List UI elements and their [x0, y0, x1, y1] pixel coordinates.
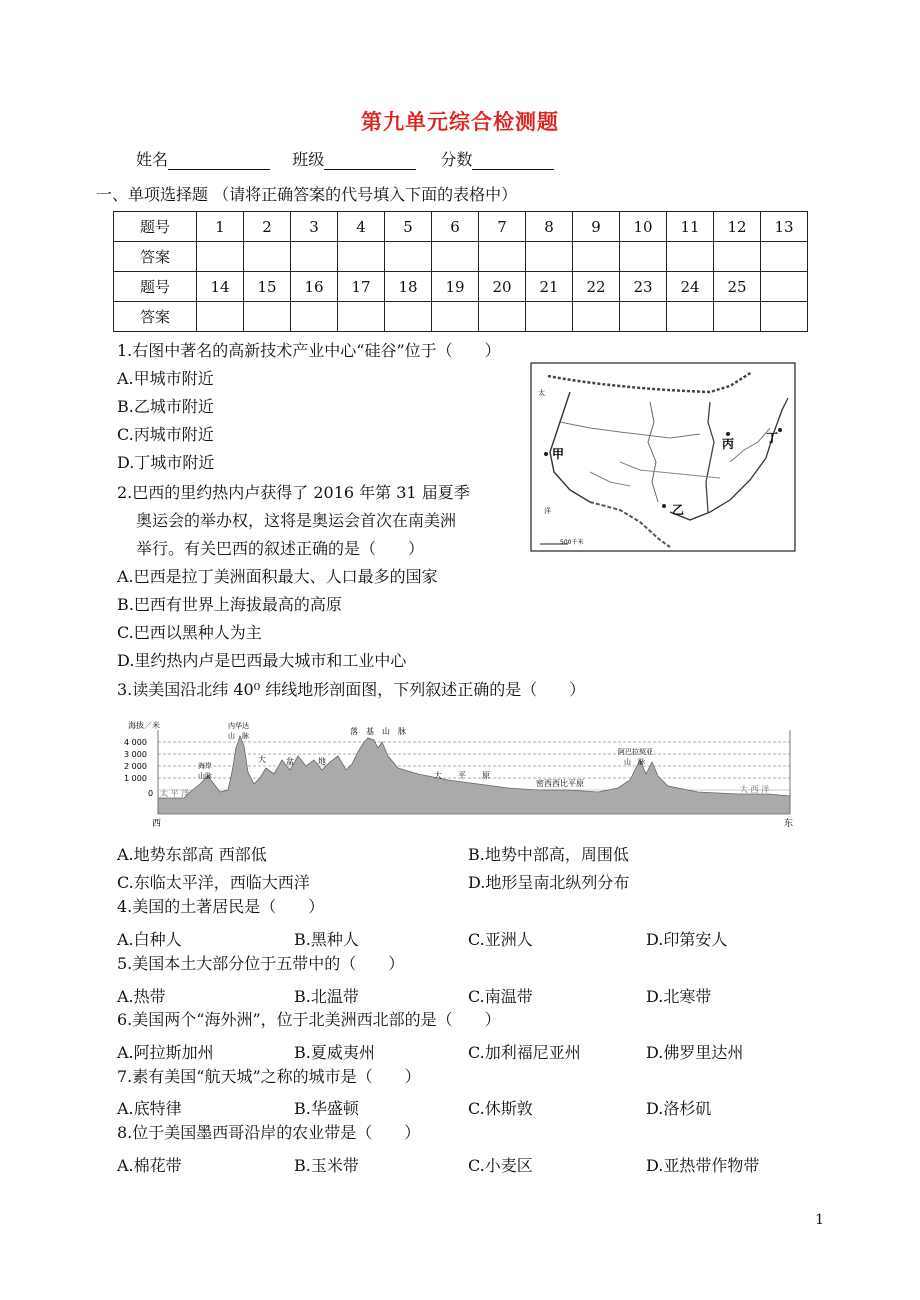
q8-option-a[interactable]: A.棉花带: [117, 1156, 182, 1175]
map-ocean-label-top: 太: [538, 389, 545, 397]
q7-option-c[interactable]: C.休斯敦: [468, 1099, 533, 1118]
table-cell: 3: [291, 212, 338, 242]
q6-option-d[interactable]: D.佛罗里达州: [646, 1043, 744, 1062]
name-label: 姓名: [136, 150, 169, 169]
table-cell: 24: [667, 272, 714, 302]
answer-cell[interactable]: [479, 302, 526, 332]
table-cell: 14: [197, 272, 244, 302]
table-cell: 19: [432, 272, 479, 302]
map-scale: 500千米: [560, 539, 584, 546]
q2-option-a[interactable]: A.巴西是拉丁美洲面积最大、人口最多的国家: [117, 567, 438, 586]
table-cell: 23: [620, 272, 667, 302]
profile-nevada-label: 内华达: [228, 722, 249, 730]
answer-cell[interactable]: [291, 302, 338, 332]
q6-option-c[interactable]: C.加利福尼亚州: [468, 1043, 581, 1062]
q2-stem-line1: 2.巴西的里约热内卢获得了 2016 年第 31 届夏季: [117, 483, 470, 502]
table-cell: 21: [526, 272, 573, 302]
answer-cell[interactable]: [244, 242, 291, 272]
answer-cell[interactable]: [526, 302, 573, 332]
q2-option-b[interactable]: B.巴西有世界上海拔最高的高原: [117, 595, 342, 614]
q7-option-d[interactable]: D.洛杉矶: [646, 1099, 712, 1118]
q6-stem: 6.美国两个“海外洲”，位于北美洲西北部的是（ ）: [117, 1010, 501, 1029]
q8-option-c[interactable]: C.小麦区: [468, 1156, 533, 1175]
page-number: 1: [815, 1212, 824, 1228]
map-label-yi: 乙: [672, 503, 685, 517]
profile-ytick: 0: [148, 789, 154, 798]
class-label: 班级: [292, 150, 325, 169]
q2-stem-line3: 举行。有关巴西的叙述正确的是（ ）: [136, 539, 425, 558]
q2-option-d[interactable]: D.里约热内卢是巴西最大城市和工业中心: [117, 651, 407, 670]
answer-cell[interactable]: [432, 302, 479, 332]
profile-basin-label-1: 大: [258, 755, 266, 764]
page-title: 第九单元综合检测题: [361, 109, 559, 134]
q2-option-c[interactable]: C.巴西以黑种人为主: [117, 623, 262, 642]
answer-cell[interactable]: [573, 302, 620, 332]
table-cell: 1: [197, 212, 244, 242]
row-label: 题号: [114, 272, 197, 302]
table-cell: 11: [667, 212, 714, 242]
answer-cell[interactable]: [479, 242, 526, 272]
q5-stem: 5.美国本土大部分位于五带中的（ ）: [117, 954, 405, 973]
table-cell: 25: [714, 272, 761, 302]
class-blank[interactable]: [324, 152, 416, 170]
q5-option-c[interactable]: C.南温带: [468, 987, 533, 1006]
table-cell: 17: [338, 272, 385, 302]
profile-pacific-label: 太 平 洋: [160, 789, 190, 798]
q6-option-b[interactable]: B.夏威夷州: [294, 1043, 375, 1062]
table-row: [114, 212, 808, 242]
table-row: [114, 272, 808, 302]
q5-option-a[interactable]: A.热带: [117, 987, 166, 1006]
table-cell: 10: [620, 212, 667, 242]
q1-option-d[interactable]: D.丁城市附近: [117, 453, 215, 472]
score-label: 分数: [440, 150, 473, 169]
q4-option-b[interactable]: B.黑种人: [294, 930, 359, 949]
score-blank[interactable]: [472, 152, 554, 170]
profile-mississippi-label: 密西西比平原: [536, 779, 584, 788]
q7-option-a[interactable]: A.底特律: [117, 1099, 182, 1118]
q3-option-d[interactable]: D.地形呈南北纵列分布: [468, 873, 630, 892]
profile-ytick: 2 000: [124, 762, 147, 771]
profile-appalachian-label: 阿巴拉契亚: [618, 748, 653, 756]
answer-cell[interactable]: [714, 242, 761, 272]
q6-option-a[interactable]: A.阿拉斯加州: [117, 1043, 214, 1062]
q1-option-b[interactable]: B.乙城市附近: [117, 397, 214, 416]
student-info-row: [136, 147, 554, 170]
answer-cell[interactable]: [338, 302, 385, 332]
q4-option-d[interactable]: D.印第安人: [646, 930, 728, 949]
q1-stem: 1.右图中著名的高新技术产业中心“硅谷”位于（ ）: [117, 341, 501, 360]
table-cell: 22: [573, 272, 620, 302]
profile-appalachian-label2: 山 脉: [624, 758, 645, 766]
table-cell: 5: [385, 212, 432, 242]
q8-stem: 8.位于美国墨西哥沿岸的农业带是（ ）: [117, 1123, 421, 1142]
profile-east-label: 东: [784, 819, 794, 829]
usa-map: [530, 362, 796, 552]
table-cell: 18: [385, 272, 432, 302]
q1-option-c[interactable]: C.丙城市附近: [117, 425, 214, 444]
table-cell: 13: [761, 212, 808, 242]
row-label: 答案: [114, 242, 197, 272]
table-cell: 4: [338, 212, 385, 242]
profile-ytick: 4 000: [124, 738, 147, 747]
q7-option-b[interactable]: B.华盛顿: [294, 1099, 359, 1118]
table-cell: 7: [479, 212, 526, 242]
map-ocean-label-bottom: 洋: [544, 507, 551, 515]
profile-nevada-label2: 山 脉: [228, 732, 249, 740]
q2-stem-line2: 奥运会的举办权，这将是奥运会首次在南美洲: [136, 511, 457, 530]
answer-cell[interactable]: [432, 242, 479, 272]
answer-cell[interactable]: [620, 302, 667, 332]
table-cell: 6: [432, 212, 479, 242]
profile-rocky-label: 落 基 山 脉: [350, 727, 406, 736]
map-label-ding: 丁: [766, 431, 779, 445]
q7-stem: 7.素有美国“航天城”之称的城市是（ ）: [117, 1067, 421, 1086]
answer-cell[interactable]: [244, 302, 291, 332]
table-cell: 9: [573, 212, 620, 242]
answer-cell[interactable]: [714, 302, 761, 332]
answer-cell[interactable]: [761, 302, 808, 332]
profile-ylabel: 海拔／米: [128, 721, 160, 730]
table-cell: 8: [526, 212, 573, 242]
map-label-jia: 甲: [552, 447, 565, 461]
answer-cell[interactable]: [667, 242, 714, 272]
q8-option-d[interactable]: D.亚热带作物带: [646, 1156, 760, 1175]
table-cell: 15: [244, 272, 291, 302]
section-heading: 一、单项选择题 （请将正确答案的代号填入下面的表格中）: [96, 185, 518, 204]
q1-option-a[interactable]: A.甲城市附近: [117, 369, 214, 388]
q8-option-b[interactable]: B.玉米带: [294, 1156, 359, 1175]
row-label: 题号: [114, 212, 197, 242]
table-row: [114, 242, 808, 272]
answer-cell[interactable]: [573, 242, 620, 272]
answer-cell[interactable]: [385, 302, 432, 332]
q3-option-a[interactable]: A.地势东部高 西部低: [117, 845, 267, 864]
profile-basin-label-2: 盆: [286, 757, 294, 766]
profile-ytick: 3 000: [124, 750, 147, 759]
row-label: 答案: [114, 302, 197, 332]
answer-table: [113, 211, 808, 332]
profile-plains-label: 大 平 原: [434, 771, 490, 780]
profile-coast-label: 海岸: [198, 762, 212, 770]
table-cell: 16: [291, 272, 338, 302]
table-row: [114, 302, 808, 332]
q4-option-a[interactable]: A.白种人: [117, 930, 182, 949]
answer-cell[interactable]: [291, 242, 338, 272]
q3-option-c[interactable]: C.东临太平洋，西临大西洋: [117, 873, 310, 892]
answer-cell[interactable]: [620, 242, 667, 272]
q4-stem: 4.美国的土著居民是（ ）: [117, 897, 325, 916]
q5-option-d[interactable]: D.北寒带: [646, 987, 712, 1006]
terrain-profile: [118, 712, 798, 830]
table-cell: 2: [244, 212, 291, 242]
q3-stem: 3.读美国沿北纬 40⁰ 纬线地形剖面图，下列叙述正确的是（ ）: [117, 680, 586, 699]
profile-coast-label2: 山脉: [198, 772, 212, 780]
answer-cell[interactable]: [197, 242, 244, 272]
q4-option-c[interactable]: C.亚洲人: [468, 930, 533, 949]
answer-cell[interactable]: [761, 242, 808, 272]
q5-option-b[interactable]: B.北温带: [294, 987, 359, 1006]
profile-basin-label-3: 地: [318, 757, 326, 766]
answer-cell[interactable]: [338, 242, 385, 272]
profile-atlantic-label: 大 西 洋: [740, 785, 770, 794]
q3-option-b[interactable]: B.地势中部高，周围低: [468, 845, 629, 864]
profile-ytick: 1 000: [124, 774, 147, 783]
table-cell: [761, 272, 808, 302]
map-label-bing: 丙: [722, 437, 735, 451]
name-blank[interactable]: [168, 152, 270, 170]
answer-cell[interactable]: [385, 242, 432, 272]
answer-cell[interactable]: [667, 302, 714, 332]
profile-west-label: 西: [152, 819, 162, 829]
answer-cell[interactable]: [197, 302, 244, 332]
table-cell: 20: [479, 272, 526, 302]
answer-cell[interactable]: [526, 242, 573, 272]
table-cell: 12: [714, 212, 761, 242]
